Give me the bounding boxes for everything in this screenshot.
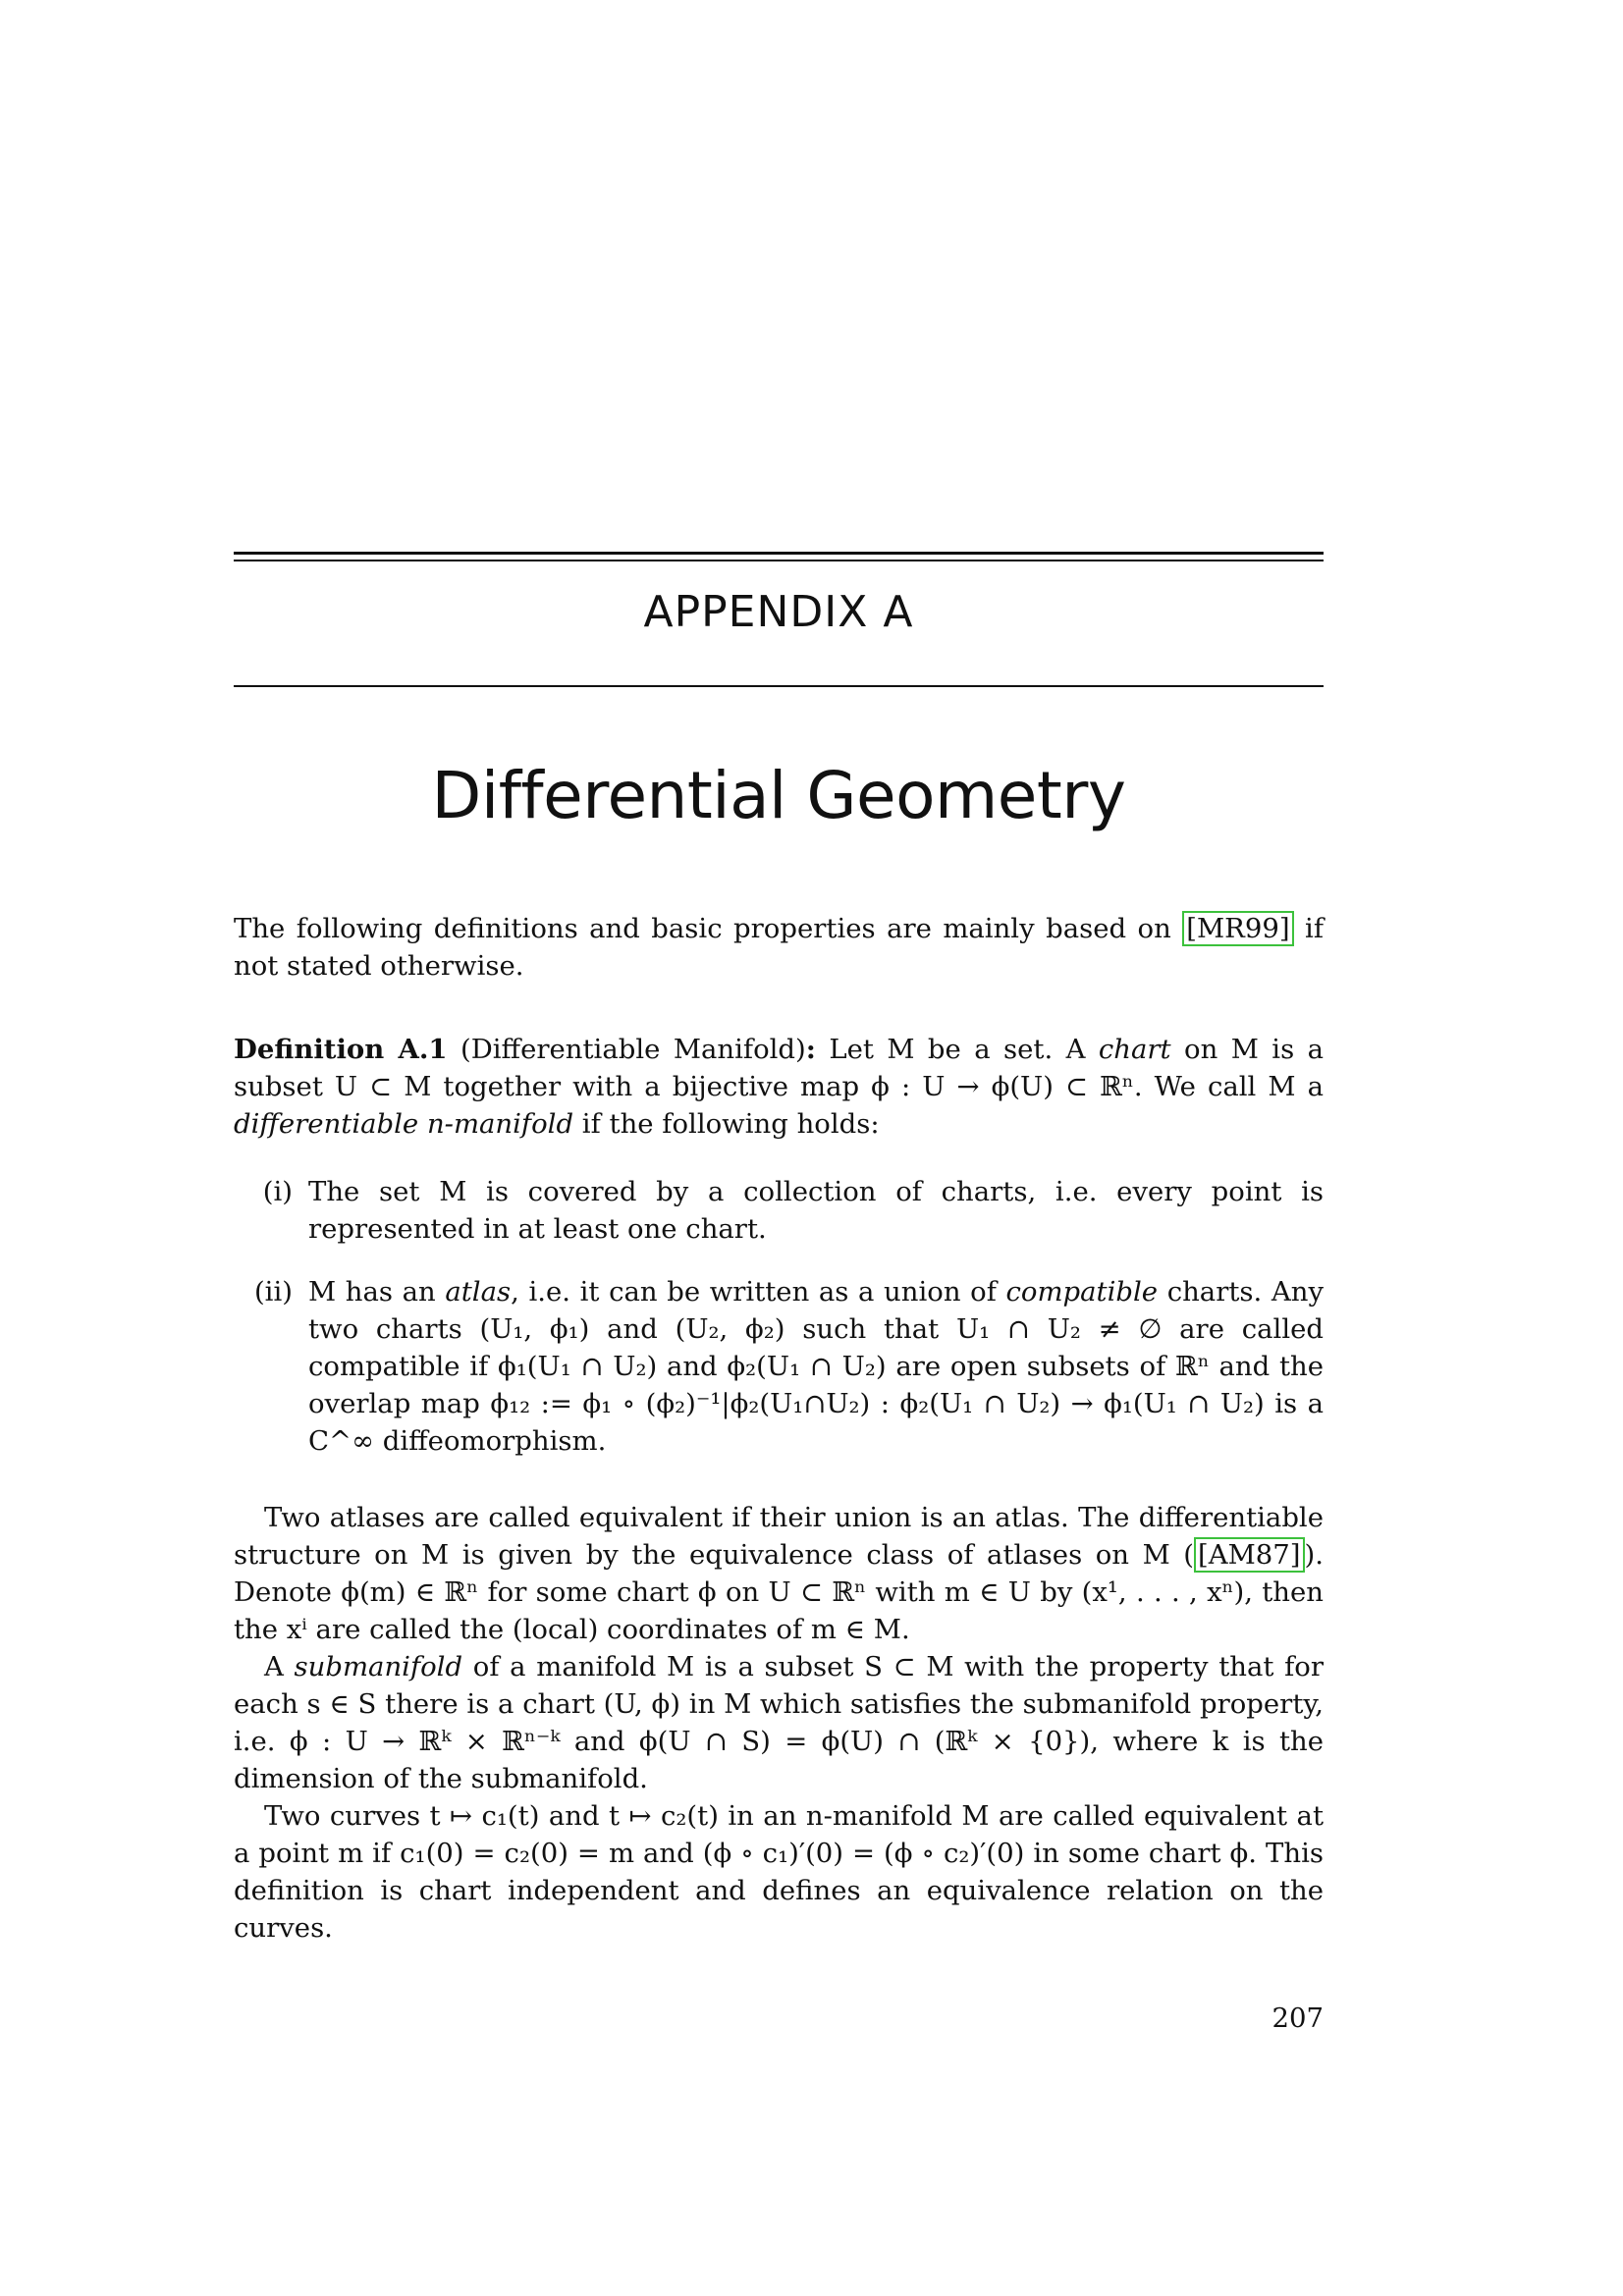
body-paragraph bbox=[234, 1499, 1324, 1648]
submanifold-term: submanifold bbox=[294, 1651, 463, 1682]
manifold-term: differentiable n-manifold bbox=[234, 1108, 574, 1140]
definition-name: (Differentiable Manifold) bbox=[460, 1034, 806, 1065]
intro-paragraph bbox=[234, 910, 1324, 985]
intro-text-end: if not stated otherwise. bbox=[234, 913, 1324, 982]
header-rule-middle bbox=[234, 685, 1324, 687]
definition-text: Let M be a set. A bbox=[815, 1034, 1099, 1065]
definition-conditions-list bbox=[234, 1173, 1324, 1485]
appendix-label: APPENDIX A bbox=[643, 587, 914, 637]
definition-a1 bbox=[234, 1031, 1324, 1143]
list-item-label: (ii) bbox=[253, 1276, 293, 1308]
list-item-text: The set M is covered by a collection of charts, i.e. every point is represented in at least one chart. bbox=[308, 1176, 1324, 1245]
body-text-span: of a manifold M is a subset S ⊂ M with the property that for each s ∈ S there is a chart (U, ϕ) in M which satisfies the submanifold property, i.e. ϕ : U → ℝᵏ × ℝⁿ⁻ᵏ and ϕ(U ∩ S) = ϕ(U) ∩ (ℝᵏ × {0}), where k is the dimension of the submanifold. bbox=[234, 1651, 1324, 1794]
body-text-span: Two atlases are called equivalent if their union is an atlas. The differentiable structure on M is given by the equivalence class of atlases on M ( bbox=[234, 1502, 1324, 1571]
page-number: 207 bbox=[1271, 2002, 1324, 2034]
header-rule-top-thick bbox=[234, 552, 1324, 555]
body-text bbox=[234, 1499, 1324, 1947]
definition-label: Definition A.1 bbox=[234, 1034, 448, 1065]
list-item bbox=[234, 1173, 1324, 1248]
body-paragraph bbox=[234, 1648, 1324, 1797]
header-rule-top-thin bbox=[234, 560, 1324, 561]
list-item bbox=[234, 1273, 1324, 1460]
definition-colon: : bbox=[805, 1034, 816, 1065]
citation-am87-link[interactable]: [AM87] bbox=[1194, 1537, 1304, 1573]
list-item-text: , i.e. it can be written as a union of bbox=[511, 1276, 1006, 1308]
body-paragraph: Two curves t ↦ c₁(t) and t ↦ c₂(t) in an n-manifold M are called equivalent at a point m if c₁(0) = c₂(0) = m and (ϕ ∘ c₁)′(0) = (ϕ ∘ c₂)′(0) in some chart ϕ. This definition is chart independent and defines an equivalence relation on the curves. bbox=[234, 1800, 1324, 1944]
chapter-title: Differential Geometry bbox=[431, 758, 1126, 834]
list-item-text: charts. Any two charts (U₁, ϕ₁) and (U₂, ϕ₂) such that U₁ ∩ U₂ ≠ ∅ are called compatible if ϕ₁(U₁ ∩ U₂) and ϕ₂(U₁ ∩ U₂) are open subsets of ℝⁿ and the overlap map ϕ₁₂ := ϕ₁ ∘ (ϕ₂)⁻¹|ϕ₂(U₁∩U₂) : ϕ₂(U₁ ∩ U₂) → ϕ₁(U₁ ∩ U₂) is a C^∞ diffeomorphism. bbox=[308, 1276, 1324, 1457]
list-item-label: (i) bbox=[262, 1176, 293, 1207]
body-text-span: ). Denote ϕ(m) ∈ ℝⁿ for some chart ϕ on U ⊂ ℝⁿ with m ∈ U by (x¹, . . . , xⁿ), then the xⁱ are called the (local) coordinates of m ∈ M. bbox=[234, 1539, 1324, 1645]
compatible-term: compatible bbox=[1005, 1276, 1159, 1308]
definition-text: on M is a subset U ⊂ M together with a bijective map ϕ : U → ϕ(U) ⊂ ℝⁿ. We call M a bbox=[234, 1034, 1325, 1102]
citation-mr99-link[interactable]: [MR99] bbox=[1182, 911, 1293, 946]
body-text-span: A bbox=[264, 1651, 295, 1682]
list-item-text: M has an bbox=[308, 1276, 446, 1308]
intro-text: The following definitions and basic properties are mainly based on bbox=[234, 913, 1183, 944]
definition-text: if the following holds: bbox=[573, 1108, 880, 1140]
atlas-term: atlas bbox=[445, 1276, 512, 1308]
chart-term: chart bbox=[1098, 1034, 1171, 1065]
